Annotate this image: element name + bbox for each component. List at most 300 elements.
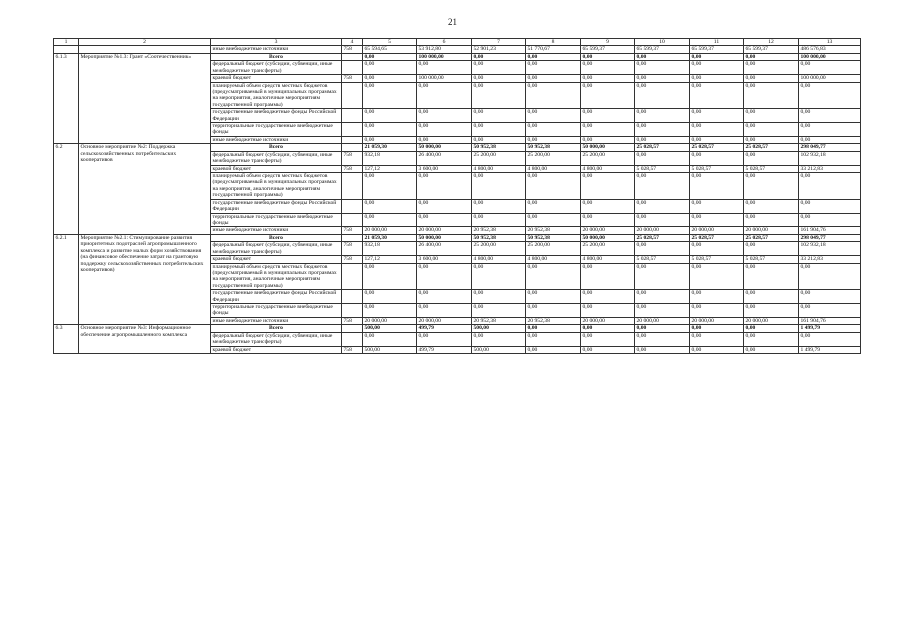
year-value: 0,00	[417, 304, 472, 318]
ministry-code	[342, 144, 363, 151]
year-value: 0,00	[635, 263, 690, 290]
year-value: 25 028,57	[744, 234, 799, 241]
year-value: 5 028,57	[690, 256, 744, 263]
year-value: 0,00	[472, 61, 526, 75]
year-value: 0,00	[417, 61, 472, 75]
year-value: 0,00	[472, 213, 526, 227]
year-value: 20 000,00	[581, 227, 635, 234]
year-value: 25 028,57	[635, 234, 690, 241]
year-value: 0,00	[526, 346, 581, 353]
activity-name	[79, 46, 211, 53]
total-value: 33 212,83	[799, 165, 861, 172]
ministry-code	[342, 213, 363, 227]
year-value: 0,00	[635, 304, 690, 318]
year-value: 0,00	[635, 325, 690, 332]
total-value: 161 904,76	[799, 227, 861, 234]
total-value: 33 212,83	[799, 256, 861, 263]
column-number-2: 2	[79, 39, 211, 46]
year-value: 26 400,00	[417, 242, 472, 256]
year-value: 0,00	[635, 75, 690, 82]
year-value: 50 000,00	[581, 234, 635, 241]
year-value: 0,00	[363, 304, 417, 318]
year-value: 51 770,67	[526, 46, 581, 53]
funding-source: Всего	[211, 144, 342, 151]
year-value: 65 599,37	[744, 46, 799, 53]
year-value: 4 800,00	[526, 165, 581, 172]
year-value: 0,00	[635, 61, 690, 75]
year-value: 0,00	[472, 199, 526, 213]
ministry-code: 758	[342, 256, 363, 263]
ministry-code: 758	[342, 242, 363, 256]
page-number: 21	[448, 17, 457, 27]
year-value: 0,00	[472, 263, 526, 290]
funding-source: краевой бюджет	[211, 256, 342, 263]
total-value: 486 576,83	[799, 46, 861, 53]
ministry-code	[342, 53, 363, 60]
year-value: 500,00	[363, 346, 417, 353]
column-number-10: 10	[635, 39, 690, 46]
total-value: 161 904,76	[799, 317, 861, 324]
ministry-code	[342, 332, 363, 346]
ministry-code: 758	[342, 227, 363, 234]
year-value: 0,00	[744, 82, 799, 109]
year-value: 127,12	[363, 256, 417, 263]
year-value: 0,00	[690, 75, 744, 82]
year-value: 5 028,57	[635, 165, 690, 172]
year-value: 0,00	[417, 123, 472, 137]
year-value: 25 200,00	[472, 151, 526, 165]
year-value: 0,00	[526, 213, 581, 227]
year-value: 499,79	[417, 325, 472, 332]
ministry-code: 758	[342, 151, 363, 165]
year-value: 50 952,38	[526, 144, 581, 151]
total-value: 0,00	[799, 332, 861, 346]
year-value: 0,00	[363, 263, 417, 290]
year-value: 0,00	[472, 173, 526, 200]
year-value: 0,00	[472, 109, 526, 123]
year-value: 0,00	[581, 123, 635, 137]
year-value: 4 800,00	[526, 256, 581, 263]
funding-source: иные внебюджетные источники	[211, 317, 342, 324]
total-value: 1 499,79	[799, 346, 861, 353]
year-value: 53 912,80	[417, 46, 472, 53]
year-value: 0,00	[581, 213, 635, 227]
year-value: 0,00	[581, 290, 635, 304]
year-value: 0,00	[526, 325, 581, 332]
year-value: 21 059,30	[363, 144, 417, 151]
year-value: 499,79	[417, 346, 472, 353]
year-value: 0,00	[472, 82, 526, 109]
year-value: 25 200,00	[472, 242, 526, 256]
year-value: 0,00	[635, 151, 690, 165]
total-value: 0,00	[799, 173, 861, 200]
funding-source: федеральный бюджет (субсидии, субвенции, иные межбюджетные трансферты)	[211, 151, 342, 165]
activity-code	[54, 46, 79, 53]
ministry-code	[342, 61, 363, 75]
year-value: 20 000,00	[635, 317, 690, 324]
year-value: 0,00	[417, 213, 472, 227]
total-value: 0,00	[799, 213, 861, 227]
total-value: 102 932,18	[799, 151, 861, 165]
ministry-code	[342, 234, 363, 241]
ministry-code: 758	[342, 165, 363, 172]
year-value: 0,00	[744, 290, 799, 304]
year-value: 50 000,00	[417, 234, 472, 241]
year-value: 20 000,00	[363, 317, 417, 324]
year-value: 0,00	[581, 75, 635, 82]
year-value: 4 800,00	[472, 165, 526, 172]
year-value: 50 000,00	[417, 144, 472, 151]
year-value: 932,18	[363, 151, 417, 165]
year-value: 0,00	[744, 53, 799, 60]
year-value: 0,00	[635, 242, 690, 256]
year-value: 20 000,00	[417, 227, 472, 234]
activity-code: 6.1.3	[54, 53, 79, 143]
year-value: 4 800,00	[472, 256, 526, 263]
year-value: 0,00	[526, 199, 581, 213]
year-value: 100 000,00	[417, 75, 472, 82]
year-value: 0,00	[526, 332, 581, 346]
year-value: 20 952,38	[526, 227, 581, 234]
year-value: 0,00	[526, 61, 581, 75]
year-value: 20 000,00	[581, 317, 635, 324]
year-value: 0,00	[690, 151, 744, 165]
year-value: 0,00	[363, 53, 417, 60]
year-value: 0,00	[744, 304, 799, 318]
year-value: 0,00	[635, 53, 690, 60]
year-value: 20 000,00	[363, 227, 417, 234]
year-value: 0,00	[363, 290, 417, 304]
year-value: 25 028,57	[690, 144, 744, 151]
year-value: 0,00	[581, 304, 635, 318]
year-value: 0,00	[690, 325, 744, 332]
year-value: 65 599,37	[581, 46, 635, 53]
activity-code: 6.2.1	[54, 234, 79, 324]
year-value: 0,00	[635, 332, 690, 346]
year-value: 50 952,38	[472, 234, 526, 241]
year-value: 0,00	[472, 304, 526, 318]
year-value: 5 028,57	[635, 256, 690, 263]
year-value: 20 000,00	[417, 317, 472, 324]
year-value: 0,00	[417, 199, 472, 213]
year-value: 0,00	[635, 109, 690, 123]
year-value: 0,00	[690, 290, 744, 304]
year-value: 20 952,38	[472, 317, 526, 324]
ministry-code	[342, 109, 363, 123]
total-value: 298 049,77	[799, 144, 861, 151]
ministry-code	[342, 325, 363, 332]
column-number-6: 6	[417, 39, 472, 46]
year-value: 0,00	[744, 109, 799, 123]
ministry-code: 758	[342, 317, 363, 324]
funding-source: иные внебюджетные источники	[211, 46, 342, 53]
total-value: 0,00	[799, 136, 861, 143]
year-value: 0,00	[744, 325, 799, 332]
year-value: 0,00	[581, 53, 635, 60]
year-value: 4 800,00	[581, 256, 635, 263]
funding-source: федеральный бюджет (субсидии, субвенции, иные межбюджетные трансферты)	[211, 61, 342, 75]
year-value: 0,00	[417, 290, 472, 304]
column-number-header	[54, 39, 861, 46]
year-value: 932,18	[363, 242, 417, 256]
total-value: 0,00	[799, 290, 861, 304]
year-value: 0,00	[363, 136, 417, 143]
funding-source: Всего	[211, 234, 342, 241]
activity-code: 6.2	[54, 144, 79, 234]
year-value: 0,00	[744, 151, 799, 165]
column-number-9: 9	[581, 39, 635, 46]
funding-source: краевой бюджет	[211, 165, 342, 172]
activity-name: Мероприятие №1.3: Грант «Соотечественник»	[79, 53, 211, 143]
year-value: 0,00	[581, 109, 635, 123]
year-value: 0,00	[635, 199, 690, 213]
year-value: 0,00	[526, 82, 581, 109]
year-value: 0,00	[363, 332, 417, 346]
year-value: 500,00	[472, 325, 526, 332]
year-value: 21 059,30	[363, 234, 417, 241]
funding-source: Всего	[211, 325, 342, 332]
total-value: 0,00	[799, 304, 861, 318]
year-value: 0,00	[635, 136, 690, 143]
year-value: 0,00	[363, 75, 417, 82]
year-value: 50 000,00	[581, 144, 635, 151]
year-value: 0,00	[472, 75, 526, 82]
total-value: 1 499,79	[799, 325, 861, 332]
year-value: 0,00	[417, 332, 472, 346]
ministry-code	[342, 304, 363, 318]
year-value: 20 000,00	[635, 227, 690, 234]
year-value: 500,00	[363, 325, 417, 332]
year-value: 0,00	[417, 82, 472, 109]
total-value: 102 932,18	[799, 242, 861, 256]
year-value: 3 600,00	[417, 256, 472, 263]
column-number-5: 5	[363, 39, 417, 46]
funding-source: государственные внебюджетные фонды Российской Федерации	[211, 109, 342, 123]
year-value: 0,00	[363, 109, 417, 123]
total-value: 0,00	[799, 123, 861, 137]
year-value: 0,00	[690, 263, 744, 290]
funding-source: краевой бюджет	[211, 75, 342, 82]
year-value: 26 400,00	[417, 151, 472, 165]
year-value: 0,00	[526, 173, 581, 200]
funding-source: планируемый объем средств местных бюджетов (предусматриваемый в муниципальных программах на мероприятия, аналогичные мероприятиям государственной программы)	[211, 263, 342, 290]
year-value: 0,00	[581, 346, 635, 353]
year-value: 20 000,00	[744, 227, 799, 234]
total-value: 0,00	[799, 82, 861, 109]
year-value: 25 200,00	[581, 151, 635, 165]
total-value: 100 000,00	[799, 75, 861, 82]
year-value: 25 028,57	[744, 144, 799, 151]
column-number-8: 8	[526, 39, 581, 46]
year-value: 20 000,00	[744, 317, 799, 324]
column-number-11: 11	[690, 39, 744, 46]
total-value: 100 000,00	[799, 53, 861, 60]
year-value: 0,00	[581, 136, 635, 143]
year-value: 0,00	[690, 213, 744, 227]
year-value: 0,00	[744, 332, 799, 346]
year-value: 100 000,00	[417, 53, 472, 60]
year-value: 0,00	[581, 82, 635, 109]
year-value: 50 952,38	[472, 144, 526, 151]
year-value: 0,00	[744, 123, 799, 137]
ministry-code	[342, 136, 363, 143]
total-value: 0,00	[799, 263, 861, 290]
column-number-4: 4	[342, 39, 363, 46]
year-value: 0,00	[690, 242, 744, 256]
funding-source: планируемый объем средств местных бюджетов (предусматриваемый в муниципальных программах на мероприятия, аналогичные мероприятиям государственной программы)	[211, 173, 342, 200]
year-value: 0,00	[526, 290, 581, 304]
ministry-code	[342, 173, 363, 200]
year-value: 0,00	[690, 332, 744, 346]
table-row	[54, 53, 861, 60]
funding-source: иные внебюджетные источники	[211, 136, 342, 143]
activity-name: Основное мероприятие №2: Поддержка сельскохозяйственных потребительских кооперативов	[79, 144, 211, 234]
year-value: 0,00	[635, 213, 690, 227]
year-value: 0,00	[635, 123, 690, 137]
year-value: 0,00	[635, 346, 690, 353]
year-value: 0,00	[581, 61, 635, 75]
year-value: 0,00	[581, 332, 635, 346]
year-value: 0,00	[635, 290, 690, 304]
budget-table	[53, 38, 861, 354]
year-value: 0,00	[690, 82, 744, 109]
ministry-code: 758	[342, 46, 363, 53]
year-value: 0,00	[690, 136, 744, 143]
year-value: 0,00	[581, 325, 635, 332]
year-value: 25 200,00	[581, 242, 635, 256]
year-value: 0,00	[581, 263, 635, 290]
year-value: 50 952,38	[526, 234, 581, 241]
year-value: 25 200,00	[526, 151, 581, 165]
year-value: 5 028,57	[744, 165, 799, 172]
year-value: 0,00	[581, 173, 635, 200]
year-value: 127,12	[363, 165, 417, 172]
year-value: 0,00	[472, 123, 526, 137]
table-row	[54, 234, 861, 241]
year-value: 0,00	[635, 173, 690, 200]
funding-source: государственные внебюджетные фонды Российской Федерации	[211, 199, 342, 213]
year-value: 0,00	[526, 123, 581, 137]
year-value: 0,00	[526, 75, 581, 82]
year-value: 0,00	[417, 173, 472, 200]
year-value: 65 594,65	[363, 46, 417, 53]
year-value: 4 800,00	[581, 165, 635, 172]
year-value: 0,00	[744, 136, 799, 143]
year-value: 0,00	[526, 304, 581, 318]
year-value: 0,00	[581, 199, 635, 213]
year-value: 65 599,37	[635, 46, 690, 53]
year-value: 0,00	[690, 61, 744, 75]
year-value: 0,00	[363, 123, 417, 137]
table-body	[54, 46, 861, 354]
column-number-3: 3	[211, 39, 342, 46]
funding-source: краевой бюджет	[211, 346, 342, 353]
year-value: 0,00	[744, 173, 799, 200]
year-value: 0,00	[363, 213, 417, 227]
year-value: 52 901,23	[472, 46, 526, 53]
ministry-code: 758	[342, 346, 363, 353]
year-value: 0,00	[472, 53, 526, 60]
activity-name: Основное мероприятие №3: Информационное обеспечение агропромышленного комплекса	[79, 325, 211, 354]
year-value: 0,00	[690, 199, 744, 213]
year-value: 0,00	[635, 82, 690, 109]
funding-source: государственные внебюджетные фонды Российской Федерации	[211, 290, 342, 304]
year-value: 0,00	[526, 109, 581, 123]
year-value: 65 599,37	[690, 46, 744, 53]
year-value: 0,00	[690, 123, 744, 137]
ministry-code	[342, 199, 363, 213]
table-row	[54, 46, 861, 53]
year-value: 0,00	[744, 346, 799, 353]
table-row	[54, 144, 861, 151]
year-value: 0,00	[526, 263, 581, 290]
ministry-code	[342, 290, 363, 304]
year-value: 0,00	[744, 61, 799, 75]
ministry-code: 758	[342, 75, 363, 82]
ministry-code	[342, 123, 363, 137]
year-value: 0,00	[363, 61, 417, 75]
year-value: 0,00	[744, 199, 799, 213]
year-value: 0,00	[417, 136, 472, 143]
funding-source: Всего	[211, 53, 342, 60]
table-row	[54, 325, 861, 332]
year-value: 0,00	[690, 53, 744, 60]
year-value: 0,00	[690, 346, 744, 353]
year-value: 25 028,57	[690, 234, 744, 241]
year-value: 20 000,00	[690, 227, 744, 234]
funding-source: федеральный бюджет (субсидии, субвенции, иные межбюджетные трансферты)	[211, 242, 342, 256]
year-value: 0,00	[417, 263, 472, 290]
year-value: 5 028,57	[690, 165, 744, 172]
year-value: 0,00	[744, 213, 799, 227]
year-value: 25 200,00	[526, 242, 581, 256]
year-value: 0,00	[690, 109, 744, 123]
funding-source: территориальные государственные внебюджетные фонды	[211, 213, 342, 227]
total-value: 0,00	[799, 61, 861, 75]
year-value: 20 000,00	[690, 317, 744, 324]
year-value: 20 952,38	[526, 317, 581, 324]
year-value: 0,00	[744, 75, 799, 82]
column-number-7: 7	[472, 39, 526, 46]
year-value: 0,00	[472, 136, 526, 143]
total-value: 0,00	[799, 109, 861, 123]
year-value: 20 952,38	[472, 227, 526, 234]
year-value: 0,00	[526, 136, 581, 143]
year-value: 5 028,57	[744, 256, 799, 263]
year-value: 3 600,00	[417, 165, 472, 172]
column-number-13: 13	[799, 39, 861, 46]
total-value: 298 049,77	[799, 234, 861, 241]
funding-source: территориальные государственные внебюджетные фонды	[211, 304, 342, 318]
year-value: 0,00	[690, 173, 744, 200]
funding-source: федеральный бюджет (субсидии, субвенции, иные межбюджетные трансферты)	[211, 332, 342, 346]
year-value: 0,00	[417, 109, 472, 123]
year-value: 0,00	[526, 53, 581, 60]
year-value: 0,00	[744, 263, 799, 290]
year-value: 0,00	[363, 82, 417, 109]
total-value: 0,00	[799, 199, 861, 213]
year-value: 0,00	[363, 199, 417, 213]
year-value: 0,00	[472, 332, 526, 346]
year-value: 25 028,57	[635, 144, 690, 151]
year-value: 0,00	[363, 173, 417, 200]
funding-source: иные внебюджетные источники	[211, 227, 342, 234]
column-number-1: 1	[54, 39, 79, 46]
activity-code: 6.3	[54, 325, 79, 354]
column-number-row	[54, 39, 861, 46]
year-value: 0,00	[472, 290, 526, 304]
year-value: 500,00	[472, 346, 526, 353]
